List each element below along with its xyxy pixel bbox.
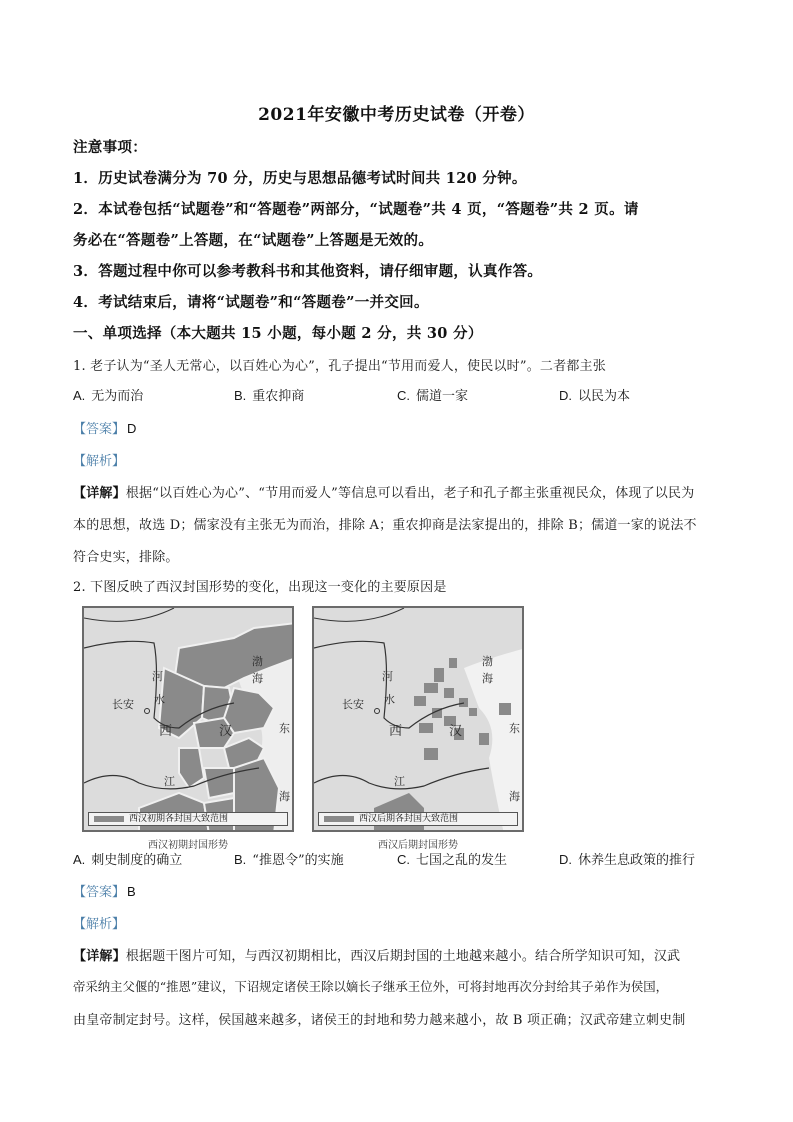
label-xi: 西 bbox=[159, 724, 173, 739]
label-he: 河 bbox=[382, 670, 393, 683]
notice-heading: 注意事项： bbox=[73, 139, 147, 156]
legend-swatch bbox=[94, 816, 124, 822]
label-han: 汉 bbox=[219, 724, 233, 739]
label-changan: 长安 bbox=[112, 698, 134, 711]
answer-value: B bbox=[127, 884, 136, 899]
question-1-detail-line-2: 本的思想，故选 D；儒家没有主张无为而治，排除 A；重农抑商是法家提出的，排除 B；儒道一家的说法不 bbox=[73, 518, 697, 533]
notice-item-4: 4．考试结束后，请将“试题卷”和“答题卷”一并交回。 bbox=[73, 294, 429, 311]
notice-item-3: 3．答题过程中你可以参考教科书和其他资料，请仔细审题，认真作答。 bbox=[73, 263, 543, 280]
option-c: C. 七国之乱的发生 bbox=[397, 852, 508, 868]
answer-tag: 【答案】 bbox=[73, 885, 126, 900]
answer-value: D bbox=[127, 421, 137, 436]
map-caption: 西汉后期封国形势 bbox=[378, 840, 458, 851]
notice-item-2-cont: 务必在“答题卷”上答题，在“试题卷”上答题是无效的。 bbox=[73, 232, 434, 249]
label-han: 汉 bbox=[449, 724, 463, 739]
map-late-graphic bbox=[314, 608, 524, 832]
label-jiang: 江 bbox=[164, 775, 175, 788]
question-2-stem: 2. 下图反映了西汉封国形势的变化，出现这一变化的主要原因是 bbox=[73, 580, 447, 595]
option-d: D. 以民为本 bbox=[559, 388, 631, 404]
map-early-western-han bbox=[82, 606, 294, 852]
option-b: B. 重农抑商 bbox=[234, 388, 305, 404]
question-1-options bbox=[73, 385, 733, 405]
label-hai: 海 bbox=[252, 672, 263, 685]
map-legend: 西汉初期各封国大致范围 bbox=[88, 812, 288, 826]
map-frame bbox=[312, 606, 524, 832]
option-c: C. 儒道一家 bbox=[397, 388, 469, 404]
label-jiang: 江 bbox=[394, 775, 405, 788]
detail-tag: 【详解】 bbox=[73, 949, 126, 964]
capital-marker-icon bbox=[374, 708, 380, 714]
section-heading: 一、单项选择（本大题共 15 小题，每小题 2 分，共 30 分） bbox=[73, 325, 483, 342]
label-dong: 东 bbox=[279, 722, 290, 735]
han-fiefs-maps-figure bbox=[82, 606, 527, 852]
label-dong: 东 bbox=[509, 722, 520, 735]
question-2-detail-line-2: 帝采纳主父偃的“推恩”建议，下诏规定诸侯王除以嫡长子继承王位外，可将封地再次分封给其子弟作为侯国， bbox=[73, 979, 669, 994]
map-legend: 西汉后期各封国大致范围 bbox=[318, 812, 518, 826]
label-hai2: 海 bbox=[279, 790, 290, 803]
question-2-options bbox=[73, 849, 733, 869]
label-shui: 水 bbox=[384, 693, 395, 706]
notice-item-1: 1．历史试卷满分为 70 分，历史与思想品德考试时间共 120 分钟。 bbox=[73, 170, 527, 187]
label-changan: 长安 bbox=[342, 698, 364, 711]
question-1-answer bbox=[73, 418, 136, 437]
question-1-detail-line-3: 符合史实，排除。 bbox=[73, 550, 179, 565]
option-d: D. 休养生息政策的推行 bbox=[559, 852, 696, 868]
label-hai: 海 bbox=[482, 672, 493, 685]
page-title: 2021年安徽中考历史试卷（开卷） bbox=[258, 105, 535, 125]
question-2-analysis-tag: 【解析】 bbox=[73, 917, 126, 932]
map-late-western-han bbox=[312, 606, 524, 852]
map-frame bbox=[82, 606, 294, 832]
capital-marker-icon bbox=[144, 708, 150, 714]
answer-tag: 【答案】 bbox=[73, 422, 126, 437]
label-xi: 西 bbox=[389, 724, 403, 739]
question-2-detail-line-3: 由皇帝制定封号。这样，侯国越来越多，诸侯王的封地和势力越来越小，故 B 项正确；汉武帝建立刺史制 bbox=[73, 1013, 686, 1028]
detail-tag: 【详解】 bbox=[73, 486, 126, 501]
label-bo: 渤 bbox=[252, 655, 263, 668]
option-b: B. “推恩令”的实施 bbox=[234, 852, 344, 868]
legend-swatch bbox=[324, 816, 354, 822]
question-1-detail-line-1: 【详解】根据“以百姓心为心”、“节用而爱人”等信息可以看出，老子和孔子都主张重视民众，体现了以民为 bbox=[73, 486, 695, 501]
label-bo: 渤 bbox=[482, 655, 493, 668]
notice-item-2: 2．本试卷包括“试题卷”和“答题卷”两部分，“试题卷”共 4 页，“答题卷”共 2 页。请 bbox=[73, 201, 639, 218]
question-1-analysis-tag: 【解析】 bbox=[73, 454, 126, 469]
option-a: A. 无为而治 bbox=[73, 388, 144, 404]
label-shui: 水 bbox=[154, 693, 165, 706]
question-1-stem: 1. 老子认为“圣人无常心，以百姓心为心”，孔子提出“节用而爱人，使民以时”。二者都主张 bbox=[73, 359, 606, 374]
map-caption: 西汉初期封国形势 bbox=[148, 840, 228, 851]
question-2-detail-line-1: 【详解】根据题干图片可知，与西汉初期相比，西汉后期封国的土地越来越小。结合所学知识可知，汉武 bbox=[73, 949, 681, 964]
label-hai2: 海 bbox=[509, 790, 520, 803]
option-a: A. 刺史制度的确立 bbox=[73, 852, 183, 868]
question-2-answer bbox=[73, 881, 136, 900]
label-he: 河 bbox=[152, 670, 163, 683]
map-early-graphic bbox=[84, 608, 294, 832]
